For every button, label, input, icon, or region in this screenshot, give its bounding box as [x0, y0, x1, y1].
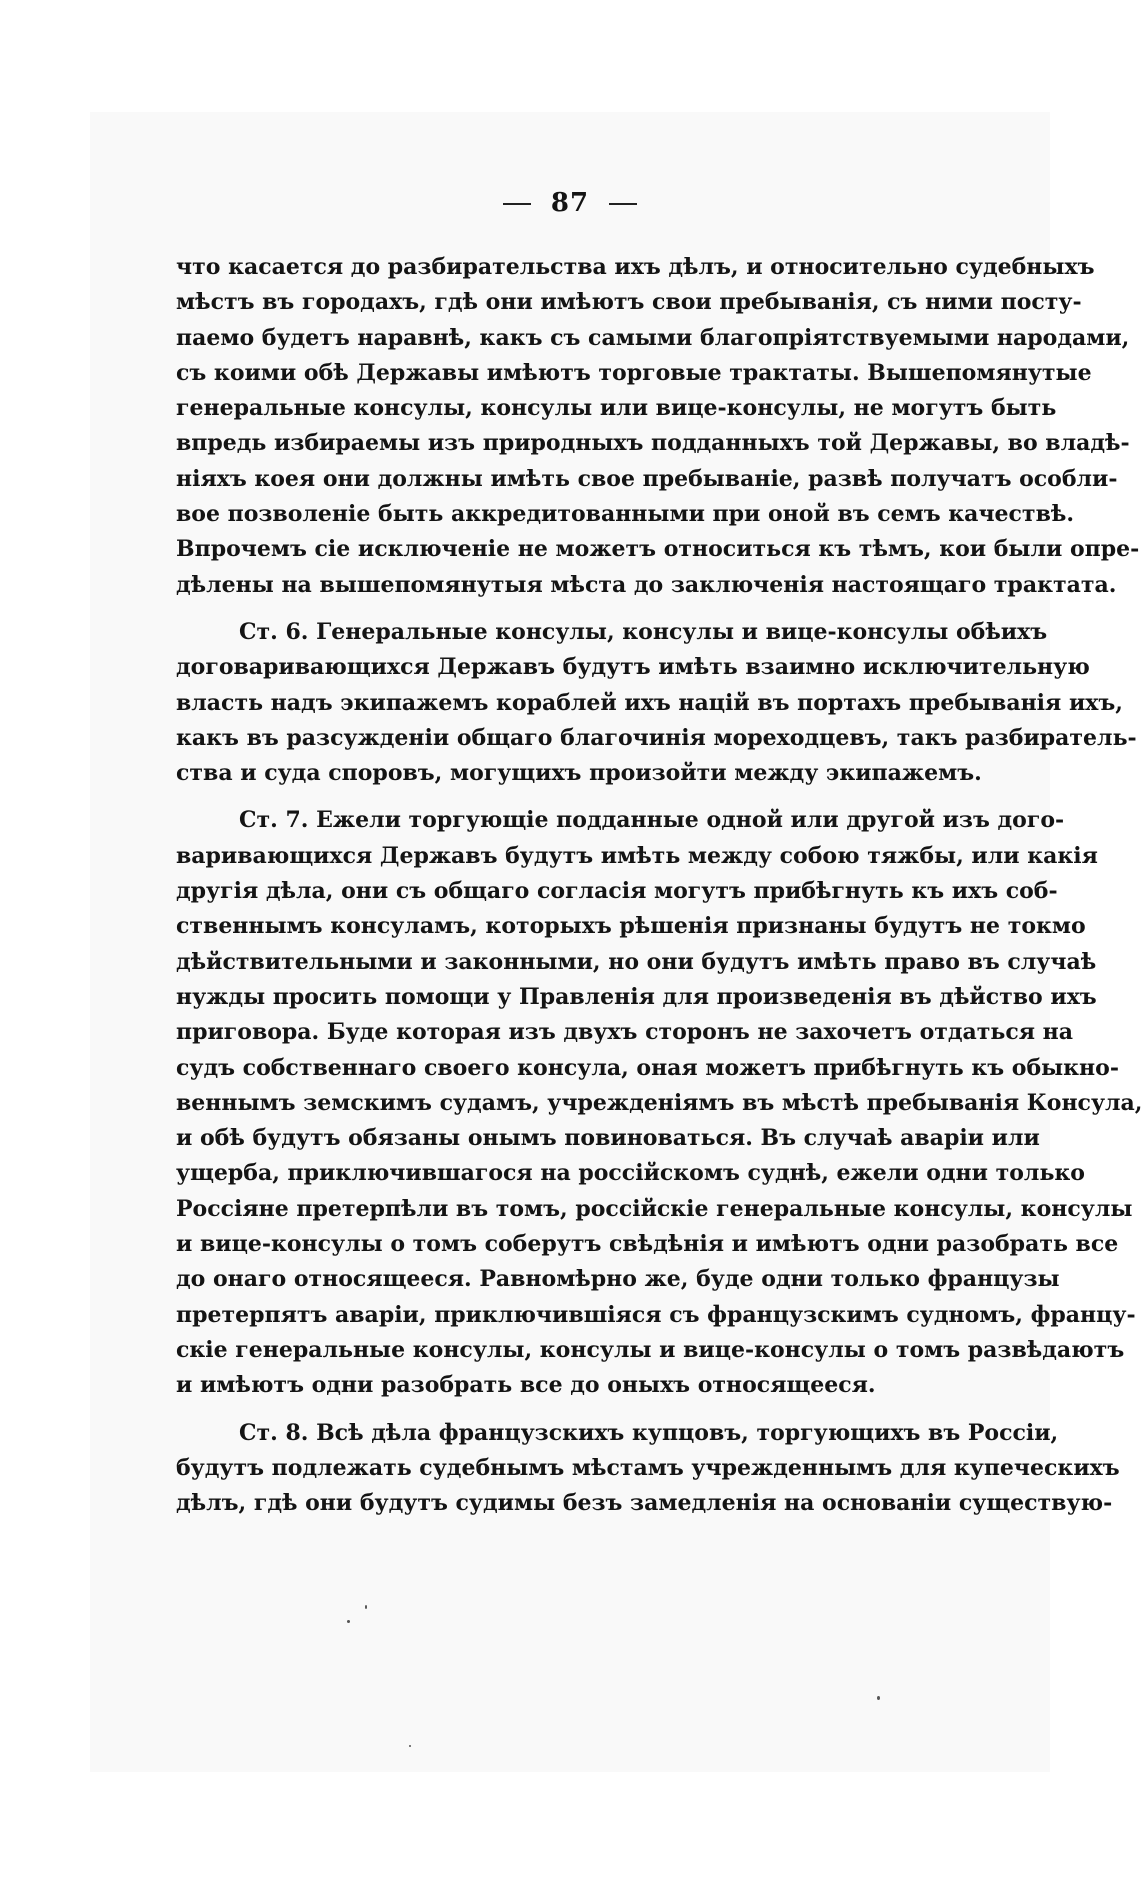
text-line: вое позволеніе быть аккредитованными при оной въ семъ качествѣ. [176, 501, 1074, 528]
paragraph-4 [176, 1416, 1120, 1522]
paragraph-2 [176, 615, 1137, 791]
text-line: до онаго относящееся. Равномѣрно же, буде одни только французы [176, 1266, 1060, 1293]
text-line: скіе генеральные консулы, консулы и вице-консулы о томъ развѣдаютъ [176, 1336, 1125, 1363]
text-line: Ст. 8. Всѣ дѣла французскихъ купцовъ, торгующихъ въ Россіи, [239, 1419, 1059, 1446]
text-line: съ коими обѣ Державы имѣютъ торговые трактаты. Вышепомянутые [176, 359, 1092, 386]
text-line: судъ собственнаго своего консула, оная можетъ прибѣгнуть къ обыкно- [176, 1054, 1119, 1081]
text-line: генеральные консулы, консулы или вице-консулы, не могутъ быть [176, 395, 1057, 422]
text-line: ственнымъ консуламъ, которыхъ рѣшенія признаны будутъ не токмо [176, 913, 1086, 940]
paragraph-3 [176, 803, 1142, 1403]
text-line: нужды просить помощи у Правленія для произведенія въ дѣйство ихъ [176, 983, 1097, 1010]
text-line: ущерба, приключившагося на россійскомъ суднѣ, ежели одни только [176, 1160, 1085, 1187]
paragraph-1 [176, 250, 1140, 603]
text-line: будутъ подлежать судебнымъ мѣстамъ учрежденнымъ для купеческихъ [176, 1454, 1120, 1481]
scan-speck [347, 1620, 350, 1623]
text-line: дѣлъ, гдѣ они будутъ судимы безъ замедленія на основаніи существую- [176, 1490, 1113, 1517]
page-number-dash-left [503, 203, 531, 205]
text-line: варивающихся Державъ будутъ имѣть между собою тяжбы, или какія [176, 842, 1098, 869]
text-line: дѣлены на вышепомянутыя мѣста до заключенія настоящаго трактата. [176, 571, 1117, 598]
text-line: другія дѣла, они съ общаго согласія могутъ прибѣгнуть къ ихъ соб- [176, 878, 1058, 905]
text-line: договаривающихся Державъ будутъ имѣть взаимно исключительную [176, 654, 1090, 681]
text-line: веннымъ земскимъ судамъ, учрежденіямъ въ мѣстѣ пребыванія Консула, [176, 1089, 1142, 1116]
page-number-header [0, 188, 1140, 218]
text-line: какъ въ разсужденіи общаго благочинія мореходцевъ, такъ разбиратель- [176, 724, 1137, 751]
scan-speck [365, 1605, 367, 1609]
page-number: 87 [550, 188, 590, 218]
text-line: ства и суда споровъ, могущихъ произойти между экипажемъ. [176, 760, 982, 787]
text-line: паемо будетъ наравнѣ, какъ съ самыми благопріятствуемыми народами, [176, 324, 1130, 351]
text-line: и обѣ будутъ обязаны онымъ повиноваться. Въ случаѣ аваріи или [176, 1125, 1040, 1152]
text-line: приговора. Буде которая изъ двухъ сторонъ не захочетъ отдаться на [176, 1019, 1074, 1046]
text-line: впредь избираемы изъ природныхъ подданныхъ той Державы, во владѣ- [176, 430, 1130, 457]
page-number-dash-right [609, 203, 637, 205]
text-line: что касается до разбирательства ихъ дѣлъ, и относительно судебныхъ [176, 254, 1095, 280]
scan-speck [409, 1745, 411, 1747]
paragraph-gap [176, 791, 971, 803]
text-line: дѣйствительными и законными, но они будутъ имѣть право въ случаѣ [176, 948, 1097, 975]
text-line: и имѣютъ одни разобрать все до оныхъ относящееся. [176, 1372, 876, 1399]
paragraph-gap [176, 1404, 971, 1416]
text-line: власть надъ экипажемъ кораблей ихъ націй въ портахъ пребыванія ихъ, [176, 689, 1123, 716]
text-line: мѣстъ въ городахъ, гдѣ они имѣютъ свои пребыванія, съ ними посту- [176, 289, 1082, 316]
text-line: Ст. 7. Ежели торгующіе подданные одной или другой изъ дого- [239, 807, 1065, 834]
paragraph-gap [176, 603, 971, 615]
text-line: и вице-консулы о томъ соберутъ свѣдѣнія и имѣютъ одни разобрать все [176, 1231, 1119, 1258]
text-line: Впрочемъ сіе исключеніе не можетъ относиться къ тѣмъ, кои были опре- [176, 536, 1140, 563]
scan-speck [877, 1696, 880, 1700]
text-line: Россіяне претерпѣли въ томъ, россійскіе генеральные консулы, консулы [176, 1195, 1133, 1222]
text-line: претерпятъ аваріи, приключившіяся съ французскимъ судномъ, францу- [176, 1301, 1136, 1328]
text-line: Ст. 6. Генеральные консулы, консулы и вице-консулы обѣихъ [239, 618, 1048, 645]
document-body [176, 250, 1142, 1521]
text-line: ніяхъ коея они должны имѣть свое пребываніе, развѣ получатъ особли- [176, 465, 1118, 492]
